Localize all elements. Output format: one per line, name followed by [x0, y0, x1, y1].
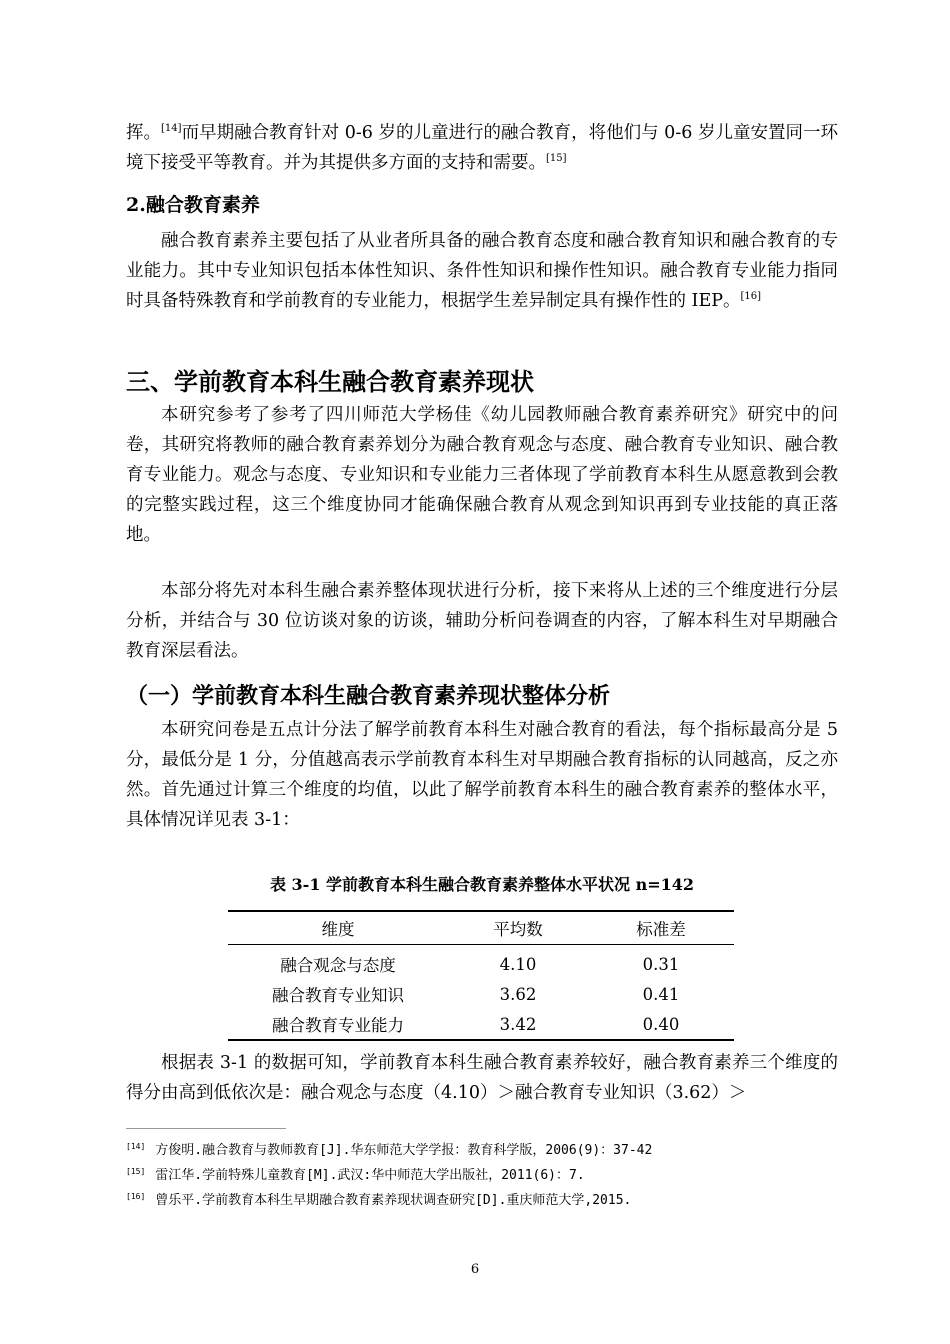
paragraph-literacy-definition: 融合教育素养主要包括了从业者所具备的融合教育态度和融合教育知识和融合教育的专业能力。其中专业知识包括本体性知识、条件性知识和操作性知识。融合教育专业能力指同时具备特殊教育和学前教育的专业能力，根据学生差异制定具有操作性的 IEP。[16] — [126, 231, 838, 311]
table-cell: 融合观念与态度 — [280, 956, 396, 975]
footnote: [14] 方俊明.融合教育与教师教育[J].华东师范大学学报：教育科学版，2006(9)：37-42 — [126, 1141, 653, 1158]
paragraph-method: 本研究问卷是五点计分法了解学前教育本科生对融合教育的看法，每个指标最高分是 5 分，最低分是 1 分，分值越高表示学前教育本科生对早期融合教育指标的认同越高，反之亦然。首先通过计算三个维度的均值，以此了解学前教育本科生的融合教育素养的整体水平，具体情况详见表 3-1： — [126, 720, 838, 830]
footnote-divider — [126, 1128, 286, 1129]
table-caption: 表 3-1 学前教育本科生融合教育素养整体水平状况 n=142 — [269, 875, 695, 894]
paragraph-continuation: 挥。[14]而早期融合教育针对 0-6 岁的儿童进行的融合教育，将他们与 0-6 岁儿童安置同一环境下接受平等教育。并为其提供多方面的支持和需要。[15] — [126, 123, 838, 173]
table-cell: 3.62 — [499, 984, 537, 1004]
table-row — [228, 979, 734, 1009]
table-cell: 3.42 — [448, 1009, 588, 1040]
table-header-cell: 标准差 — [588, 911, 734, 945]
table-header-row — [228, 911, 734, 945]
table-cell: 0.41 — [642, 984, 680, 1004]
citation-ref: [16] — [740, 291, 762, 303]
page-number: 6 — [470, 1262, 480, 1277]
table-cell: 融合教育专业能力 — [228, 1009, 448, 1040]
table-row — [228, 1009, 734, 1040]
footnote: [15] 雷江华.学前特殊儿童教育[M].武汉:华中师范大学出版社，2011(6)：7. — [126, 1166, 585, 1183]
table-header-cell: 维度 — [228, 911, 448, 945]
table-row — [228, 945, 734, 980]
citation-ref: [14] — [161, 123, 182, 135]
paragraph-research-basis: 本研究参考了参考了四川师范大学杨佳《幼儿园教师融合教育素养研究》研究中的问卷，其研究将教师的融合教育素养划分为融合教育观念与态度、融合教育专业知识、融合教育专业能力。观念与态度、专业知识和专业能力三者体现了学前教育本科生从愿意教到会教的完整实践过程，这三个维度协同才能确保融合教育从观念到知识再到专业技能的真正落地。 — [126, 405, 838, 545]
section-heading-2: 2.融合教育素养 — [126, 194, 260, 216]
subsection-heading: （一）学前教育本科生融合教育素养现状整体分析 — [126, 684, 611, 709]
citation-ref: [15] — [546, 153, 567, 165]
table-cell: 0.31 — [642, 954, 680, 974]
chapter-heading: 三、学前教育本科生融合教育素养现状 — [126, 368, 534, 396]
table-cell: 4.10 — [499, 954, 537, 974]
table-cell: 融合教育专业知识 — [272, 986, 404, 1005]
table-header-cell: 平均数 — [448, 911, 588, 945]
table-cell: 0.40 — [588, 1009, 734, 1040]
paragraph-table-analysis: 根据表 3-1 的数据可知，学前教育本科生融合教育素养较好，融合教育素养三个维度的得分由高到低依次是：融合观念与态度（4.10）＞融合教育专业知识（3.62）＞ — [126, 1053, 838, 1103]
data-table — [228, 910, 734, 1041]
footnote: [16] 曾乐平.学前教育本科生早期融合教育素养现状调查研究[D].重庆师范大学,2015. — [126, 1191, 632, 1208]
paragraph-section-plan: 本部分将先对本科生融合素养整体现状进行分析，接下来将从上述的三个维度进行分层分析，并结合与 30 位访谈对象的访谈，辅助分析问卷调查的内容，了解本科生对早期融合教育深层看法。 — [126, 581, 838, 661]
